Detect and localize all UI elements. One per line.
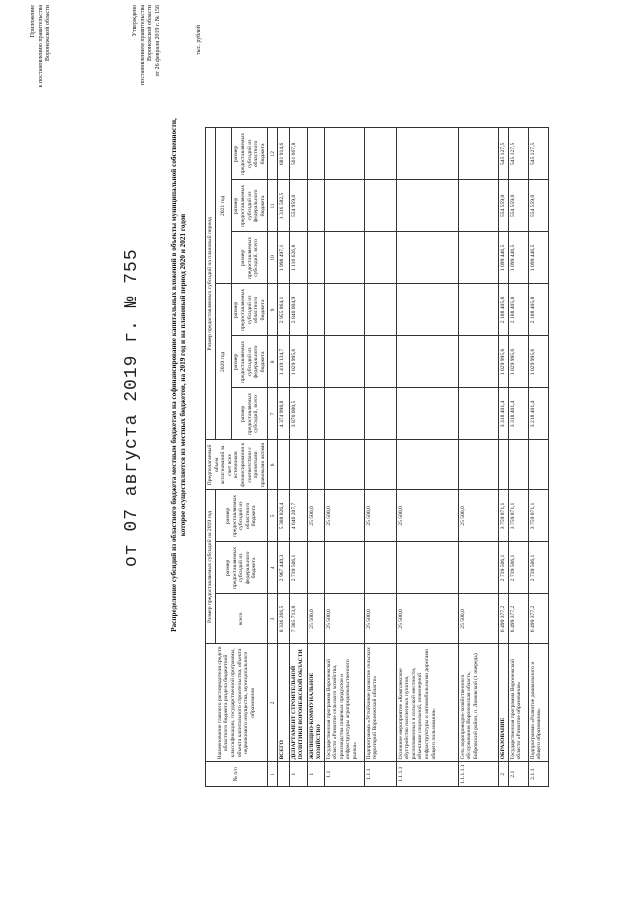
annex-line: Приложение <box>30 5 36 38</box>
row-value: 4 374 998,8 <box>278 388 290 440</box>
col-index: 2 <box>268 644 278 762</box>
row-value: 25 500,0 <box>458 490 498 542</box>
header-total-2019: всего <box>215 594 268 644</box>
row-value: 1 099 446,5 <box>498 232 508 284</box>
row-value <box>278 440 290 490</box>
row-value <box>396 388 458 440</box>
row-value: 2 739 506,1 <box>508 542 528 594</box>
header-2021: 2021 год <box>215 128 232 284</box>
row-value <box>528 440 548 490</box>
row-value: 25 500,0 <box>396 490 458 542</box>
row-value: 25 500,0 <box>364 490 396 542</box>
row-value: 2 840 004,9 <box>290 284 308 336</box>
header-no: № п/п <box>206 762 268 787</box>
col-index: 12 <box>268 128 278 180</box>
header-2019: Размер предоставляемых субсидий на 2019 год <box>206 490 216 644</box>
table-row <box>324 128 364 787</box>
row-value: 3 870 000,5 <box>290 388 308 440</box>
row-name: Основное мероприятие «Комплексное обустройство населенных пунктов, расположенных в сельской местности, объектами социальной, инженерной инфраструктуры и автомобильными дорогами общего пользования» <box>396 644 458 762</box>
row-name: Подпрограмма «Развитие дошкольного и общего образования» <box>528 644 548 762</box>
row-value <box>364 232 396 284</box>
col-index: 4 <box>268 542 278 594</box>
row-value <box>396 232 458 284</box>
row-value <box>308 180 324 232</box>
col-index: 8 <box>268 336 278 388</box>
header-name: Наименование главного распорядителя средств областного бюджета раздела бюджетной классификации, государственной программы, объекта капитального строительства, объекта недвижимого имущества, муниципального образования <box>206 644 268 762</box>
header-plan: Размер предоставляемых субсидий на плановый период <box>206 128 216 440</box>
col-index: 6 <box>268 440 278 490</box>
row-value: 3 318 401,4 <box>508 388 528 440</box>
row-value <box>308 336 324 388</box>
row-value: 25 500,0 <box>396 594 458 644</box>
header-fed-2020: размер предоставляемых субсидий из федерального бюджета <box>232 336 268 388</box>
row-value: 2 967 440,3 <box>278 542 290 594</box>
row-value <box>308 388 324 440</box>
col-index: 5 <box>268 490 278 542</box>
row-value <box>396 284 458 336</box>
table-row <box>458 128 498 787</box>
row-value: 545 127,5 <box>528 128 548 180</box>
row-value <box>324 388 364 440</box>
table-row <box>278 128 290 787</box>
row-value: 8 336 266,5 <box>278 594 290 644</box>
row-value: 1 029 995,6 <box>290 336 308 388</box>
header-reg-2021: размер предоставляемых субсидий из областного бюджета <box>232 128 268 180</box>
row-value <box>396 336 458 388</box>
approval-line: постановлением правительства <box>139 5 146 86</box>
row-name: ВСЕГО <box>278 644 290 762</box>
row-value <box>458 336 498 388</box>
approval-block <box>132 5 162 135</box>
row-value: 7 385 713,8 <box>290 594 308 644</box>
row-number: 1.1.1.1.1 <box>458 762 498 787</box>
col-index: 1 <box>268 762 278 787</box>
row-value <box>364 388 396 440</box>
approval-line: Утверждено <box>132 5 138 37</box>
title-line: которое осуществляется из местных бюджетов, на 2019 год и на плановый период 2020 и 2021 годов <box>179 213 187 537</box>
row-value: 6 499 377,2 <box>498 594 508 644</box>
decree-stamp: от 07 августа 2019 г. № 755 <box>122 248 142 567</box>
row-value: 25 500,0 <box>364 594 396 644</box>
row-value: 25 500,0 <box>324 594 364 644</box>
row-value: 1 029 995,6 <box>498 336 508 388</box>
annex-line: Воронежской области <box>45 5 51 61</box>
row-value: 545 127,5 <box>498 128 508 180</box>
row-name: Сеть водопроводно-хозяйственного обслуживания Воронежская область, Бобровский район, п. Ломовской (1 очередь) <box>458 644 498 762</box>
table-row <box>290 128 308 787</box>
row-value <box>396 180 458 232</box>
table-row <box>528 128 548 787</box>
row-value <box>396 542 458 594</box>
header-total-2021: размер предоставляемых субсидий, всего <box>232 232 268 284</box>
table-row <box>396 128 458 787</box>
row-value: 3 318 401,4 <box>498 388 508 440</box>
row-value <box>308 542 324 594</box>
row-value <box>396 128 458 180</box>
row-value: 25 500,0 <box>458 594 498 644</box>
row-value <box>308 128 324 180</box>
row-name: ДЕПАРТАМЕНТ СТРОИТЕЛЬНОЙ ПОЛИТИКИ ВОРОНЕЖСКОЙ ОБЛАСТИ <box>290 644 308 762</box>
row-value <box>498 440 508 490</box>
row-value: 2 188 405,8 <box>498 284 508 336</box>
row-number: 1.1.1 <box>364 762 396 787</box>
document-title <box>170 55 188 695</box>
row-number: 2.1 <box>508 762 528 787</box>
row-name: Государственная программа Воронежской области «Развитие образования» <box>508 644 528 762</box>
approval-line: Воронежской области <box>147 5 153 61</box>
row-value <box>458 284 498 336</box>
row-value <box>458 542 498 594</box>
row-name: ЖИЛИЩНО-КОММУНАЛЬНОЕ ХОЗЯЙСТВО <box>308 644 324 762</box>
row-value <box>324 128 364 180</box>
row-number: 1 <box>308 762 324 787</box>
row-value <box>396 440 458 490</box>
row-value: 1 029 995,6 <box>528 336 548 388</box>
row-value: 554 559,0 <box>498 180 508 232</box>
row-value: 1 316 582,5 <box>278 180 290 232</box>
col-index: 10 <box>268 232 278 284</box>
header-obligation: Предполагаемый объем ассигнований за счет всех источников финансирования в соответствии с принятыми правовыми актами <box>206 440 268 490</box>
row-value <box>324 180 364 232</box>
table-row <box>498 128 508 787</box>
row-value <box>364 128 396 180</box>
row-value: 2 739 506,1 <box>290 542 308 594</box>
row-number: 2.1.1 <box>528 762 548 787</box>
row-value: 1 419 134,7 <box>278 336 290 388</box>
row-value <box>364 284 396 336</box>
header-fed-2019: размер предоставляемых субсидий из федерального бюджета <box>215 542 268 594</box>
table-row <box>308 128 324 787</box>
row-number: 2 <box>498 762 508 787</box>
annex-block <box>30 5 53 105</box>
row-value <box>364 180 396 232</box>
row-value: 681 914,6 <box>278 128 290 180</box>
row-value <box>458 388 498 440</box>
row-value <box>324 232 364 284</box>
row-value <box>324 336 364 388</box>
row-value: 1 099 446,5 <box>528 232 548 284</box>
row-value: 554 959,0 <box>290 180 308 232</box>
col-index: 3 <box>268 594 278 644</box>
row-value: 1 998 497,1 <box>278 232 290 284</box>
row-value: 561 667,8 <box>290 128 308 180</box>
row-name: Подпрограмма «Устойчивое развитие сельских территорий Воронежской области» <box>364 644 396 762</box>
row-number: 1.1 <box>324 762 364 787</box>
row-value: 3 759 871,1 <box>498 490 508 542</box>
row-value: 25 500,0 <box>308 594 324 644</box>
row-value: 3 218 401,4 <box>528 388 548 440</box>
row-name: Государственная программа Воронежской области «Развитие сельского хозяйства, производства пищевых продуктов и инфраструктуры агропродовольственного рынка» <box>324 644 364 762</box>
row-value: 6 499 377,2 <box>528 594 548 644</box>
header-2020: 2020 год <box>215 284 232 440</box>
row-value <box>324 284 364 336</box>
table-row <box>364 128 396 787</box>
table-row <box>508 128 528 787</box>
row-number: 1 <box>290 762 308 787</box>
col-index: 11 <box>268 180 278 232</box>
row-value <box>458 440 498 490</box>
row-value <box>324 440 364 490</box>
row-value <box>508 440 528 490</box>
unit-label: тыс. рублей <box>196 25 202 55</box>
row-value: 554 559,0 <box>508 180 528 232</box>
row-value <box>458 180 498 232</box>
header-reg-2020: размер предоставляемых субсидий из областного бюджета <box>232 284 268 336</box>
title-line: Распределение субсидий из областного бюджета местным бюджетам на софинансирование капитальных вложений в объекты муниципальной собственности, <box>170 118 178 632</box>
row-value: 25 500,0 <box>308 490 324 542</box>
row-value: 2 739 506,1 <box>528 542 548 594</box>
row-value: 2 188 405,8 <box>508 284 528 336</box>
row-value <box>290 440 308 490</box>
header-fed-2021: размер предоставляемых субсидий из федерального бюджета <box>232 180 268 232</box>
row-value <box>308 232 324 284</box>
header-reg-2019: размер предоставляемых субсидий из областного бюджета <box>215 490 268 542</box>
row-value: 554 559,0 <box>528 180 548 232</box>
row-value: 545 127,5 <box>508 128 528 180</box>
row-value: 3 759 871,1 <box>528 490 548 542</box>
row-value <box>458 128 498 180</box>
row-value: 4 646 207,7 <box>290 490 308 542</box>
row-number: 1.1.1.1 <box>396 762 458 787</box>
row-value: 1 029 995,6 <box>508 336 528 388</box>
row-value <box>308 440 324 490</box>
row-value: 2 955 864,1 <box>278 284 290 336</box>
row-number <box>278 762 290 787</box>
row-value <box>364 336 396 388</box>
approval-line: от 26 февраля 2019 г. № 156 <box>154 5 161 77</box>
row-name: ОБРАЗОВАНИЕ <box>498 644 508 762</box>
row-value: 6 499 377,2 <box>508 594 528 644</box>
row-value: 1 099 446,5 <box>508 232 528 284</box>
row-value: 1 116 626,8 <box>290 232 308 284</box>
col-index: 9 <box>268 284 278 336</box>
row-value <box>308 284 324 336</box>
subsidy-table <box>205 127 549 787</box>
row-value: 25 500,0 <box>324 490 364 542</box>
header-total-2020: размер предоставляемых субсидий, всего <box>232 388 268 440</box>
col-index: 7 <box>268 388 278 440</box>
row-value: 2 188 405,8 <box>528 284 548 336</box>
row-value: 2 739 506,1 <box>498 542 508 594</box>
row-value <box>364 542 396 594</box>
row-value: 3 759 871,1 <box>508 490 528 542</box>
annex-line: к постановлению правительства <box>37 5 44 88</box>
row-value <box>324 542 364 594</box>
row-value <box>458 232 498 284</box>
row-value: 5 388 826,4 <box>278 490 290 542</box>
row-value <box>364 440 396 490</box>
